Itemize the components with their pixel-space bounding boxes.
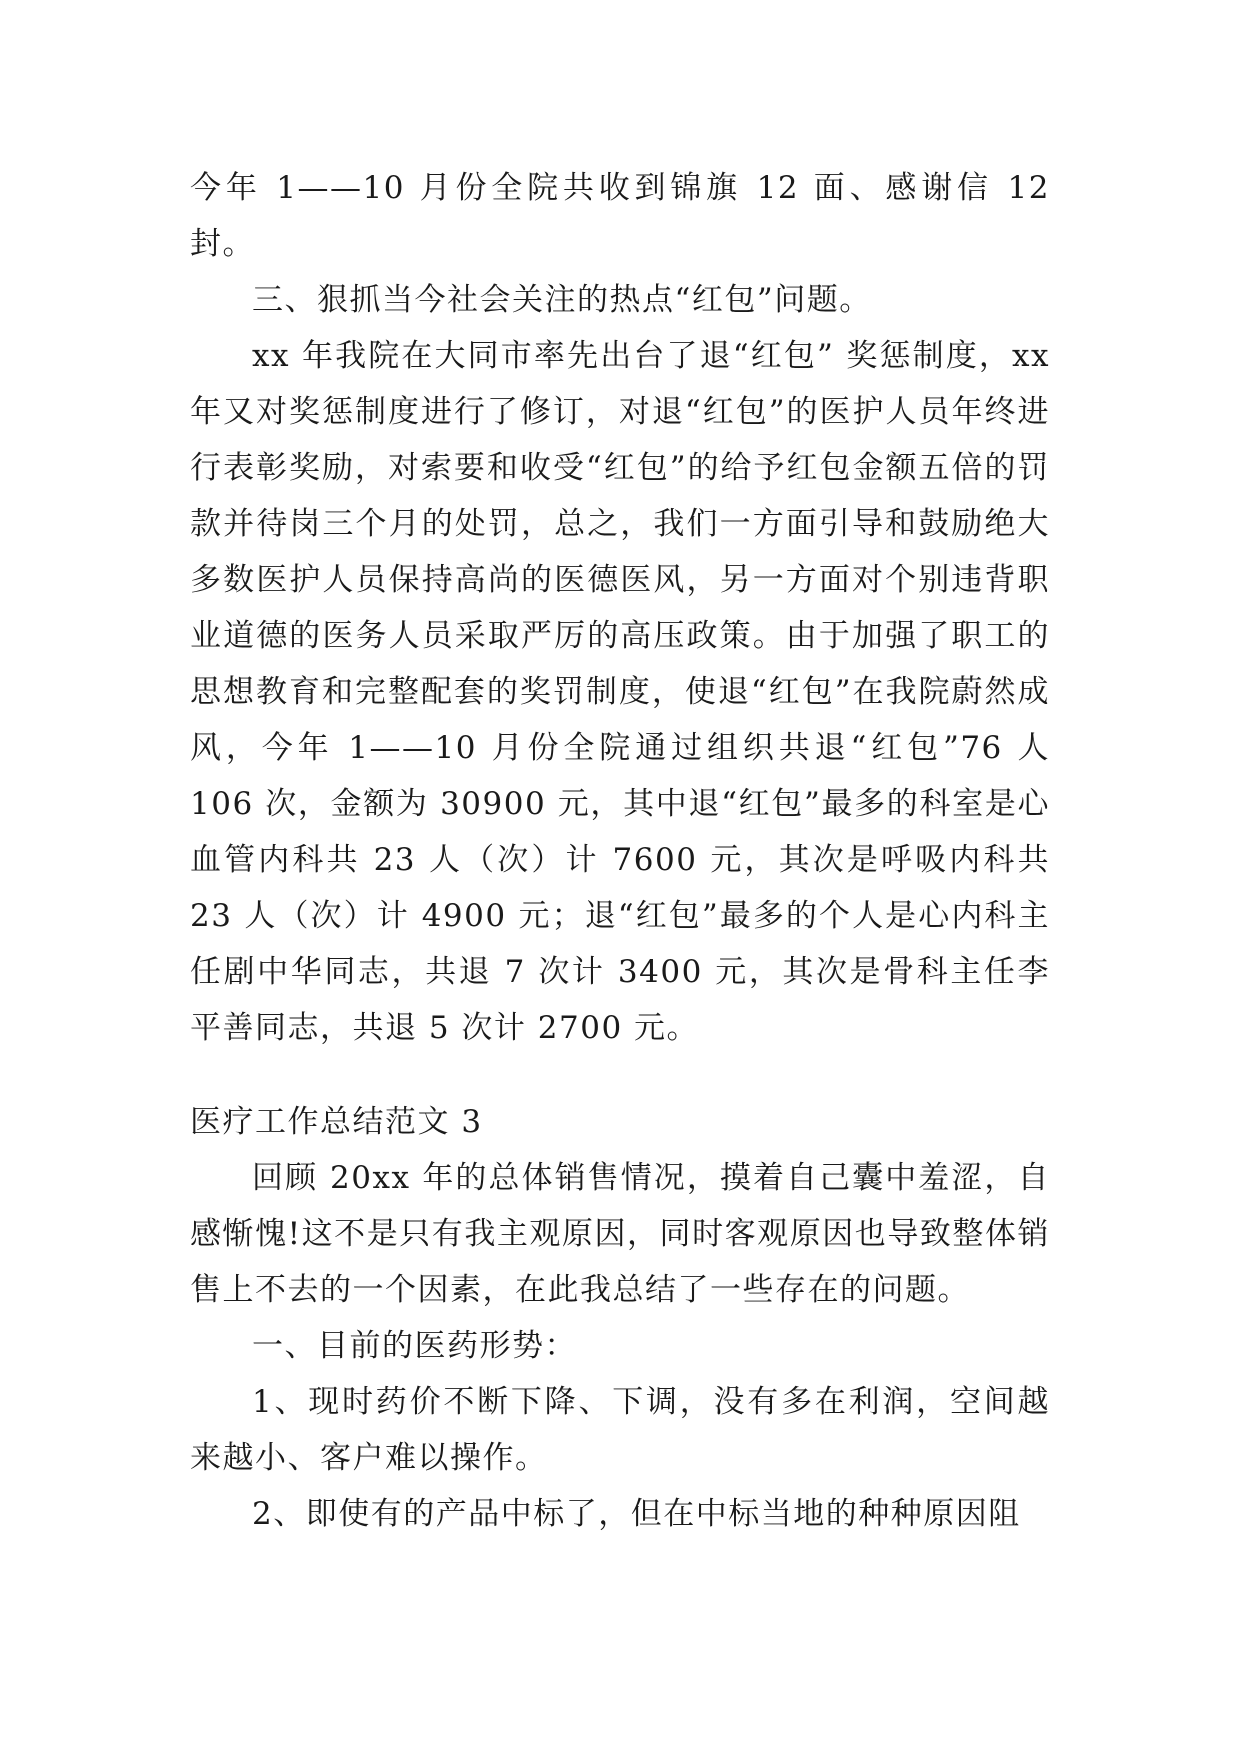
document-body xyxy=(190,160,1050,1542)
paragraph-red-envelope-heading: 三、狠抓当今社会关注的热点“红包”问题。 xyxy=(252,282,872,318)
paragraph-banners-letters: 今年 1——10 月份全院共收到锦旗 12 面、感谢信 12 封。 xyxy=(190,170,1050,262)
paragraph-pharma-situation: 一、目前的医药形势： xyxy=(252,1328,577,1364)
paragraph-red-envelope-policy: xx 年我院在大同市率先出台了退“红包” 奖惩制度，xx 年又对奖惩制度进行了修订，对退“红包”的医护人员年终进行表彰奖励，对索要和收受“红包”的给予红包金额五倍的罚款并待岗三个月的处罚，总之，我们一方面引导和鼓励绝大多数医护人员保持高尚的医德医风，另一方面对个别违背职业道德的医务人员采取严厉的高压政策。由于加强了职工的思想教育和完整配套的奖罚制度，使退“红包”在我院蔚然成风，今年 1——10 月份全院通过组织共退“红包”76 人 106 次，金额为 30900 元，其中退“红包”最多的科室是心血管内科共 23 人（次）计 7600 元，其次是呼吸内科共 23 人（次）计 4900 元；退“红包”最多的个人是心内科主任剧中华同志，共退 7 次计 3400 元，其次是骨科主任李平善同志，共退 5 次计 2700 元。 xyxy=(190,338,1050,1046)
paragraph-point-2: 2、即使有的产品中标了，但在中标当地的种种原因阻 xyxy=(252,1496,1021,1532)
paragraph-point-1: 1、现时药价不断下降、下调，没有多在利润，空间越来越小、客户难以操作。 xyxy=(190,1384,1050,1476)
section-title: 医疗工作总结范文 3 xyxy=(190,1104,483,1140)
paragraph-sales-review: 回顾 20xx 年的总体销售情况，摸着自己囊中羞涩，自感惭愧!这不是只有我主观原因，同时客观原因也导致整体销售上不去的一个因素，在此我总结了一些存在的问题。 xyxy=(190,1160,1050,1308)
